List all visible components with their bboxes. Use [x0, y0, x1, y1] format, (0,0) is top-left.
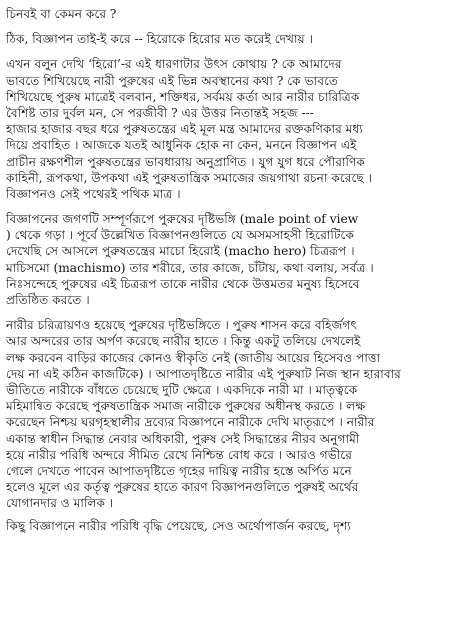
text-line: লক্ষ করবেন বাড়ির কাজের কোনও স্বীকৃতি নেই (জাতীয় আয়ের হিসেবও পাত্তা [6, 350, 381, 365]
text-line: প্রতিষ্ঠিত করতে । [6, 293, 90, 307]
paragraph-3 [6, 56, 452, 202]
text-line: বিজ্ঞাপনও সেই পথেরই পথিক মাত্র । [6, 186, 181, 201]
text-line: চিনবই বা কেমন করে ? [6, 7, 117, 21]
document-page [6, 6, 452, 535]
paragraph-4 [6, 211, 452, 308]
text-line: আর অন্দরের তার অর্পণ করেছে নারীর হাতে । কিন্তু একটু তলিয়ে দেখলেই [6, 334, 361, 349]
text-line: ঠিক, বিজ্ঞাপন তাই-ই করে -- হিরোকে হিরোর মত করেই দেখায় । [6, 32, 313, 47]
text-line: হাজার হাজার বছর ধরে পুরুষতন্ত্রের এই মূল মন্ত্র আমাদের রক্তকণিকার মধ্য [6, 122, 363, 137]
text-line: এখন বলুন দেখি ‘হিরো’-র এই ধারণাটার উৎস কোথায় ? কে আমাদের [6, 57, 342, 72]
text-line: একান্ত স্বাধীন সিদ্ধান্ত নেবার অধিকারী, পুরুষ সেই সিদ্ধান্তের নীরব অনুগামী [6, 431, 360, 446]
text-line: নারীর চরিত্রায়ণও হয়েছে পুরুষের দৃষ্টিভঙ্গিতে । পুরুষ শাসন করে বহির্জগৎ [6, 318, 357, 333]
text-line: নিঃসন্দেহে পুরুষের এই চিত্ররূপ তাকে নারীর থেকে উত্তমতর মনুষ্য হিসেবে [6, 276, 360, 291]
paragraph-5 [6, 317, 452, 511]
text-line: প্রাচীন রক্ষণশীল পুরুষতন্ত্রের ভাবধারায় অনুপ্রাণিত । যুগ যুগ ধরে পৌরাণিক [6, 154, 365, 169]
text-line: দেখেছি সে আসলে পুরুষতন্ত্রের মাচো হিরোই (macho hero) চিত্ররূপ । [6, 244, 355, 259]
paragraph-gap [6, 47, 452, 56]
paragraph-gap [6, 22, 452, 31]
paragraph-6 [6, 518, 452, 534]
text-line: শিখিয়েছে পুরুষ মাত্রেই বলবান, শক্তিধর, সর্বময় কর্তা আর নারীর চারিত্রিক [6, 89, 360, 104]
text-line: দিয়ে প্রবাহিত । আজকে যতই আধুনিক হোক না কেন, মননে বিজ্ঞাপন এই [6, 138, 357, 153]
paragraph-gap [6, 308, 452, 317]
text-line: যোগানদার ও মালিক । [6, 496, 114, 511]
text-line: কাহিনী, রূপকথা, উপকথা এই পুরুষতান্ত্রিক সমাজের জয়গাথা রচনা করেছে । [6, 170, 373, 185]
text-line: ) থেকে গড়া । পূর্বে উল্লেখিত বিজ্ঞাপনগুলিতে যে অসমসাহসী হিরোটিকে [6, 228, 354, 243]
paragraph-2 [6, 31, 452, 47]
text-line: কিছু বিজ্ঞাপনে নারীর পরিধি বৃদ্ধি পেয়েছে, সেও অর্থোপার্জন করছে, দৃশ্য [6, 519, 351, 534]
text-line: মাচিসমো (machismo) তার শরীরে, তার কাজে, চাঁটায়, কথা বলায়, সর্বত্র । [6, 260, 374, 275]
text-line: বৈশিষ্ট তার দুর্বল মন, সে পরজীবী ? এর উত্তর নিতান্তই সহজ --- [6, 105, 314, 120]
text-line: গেলে দেখতে পাবেন আপাতদৃষ্টিতে গৃহের দায়িত্ব নারীর হস্তে অর্পিত মনে [6, 463, 352, 478]
text-line: বিজ্ঞাপনের জগণটি সম্পূর্ণরূপে পুরুষের দৃষ্টিভঙ্গি (male point of view [6, 212, 359, 227]
text-line: ভীতিতে নারীকে বাঁধতে চেয়েছে দুটি ক্ষেত্রে । একদিকে নারী মা । মাতৃত্বকে [6, 382, 358, 397]
paragraph-gap [6, 202, 452, 211]
text-line: হলেও মূলে এর কর্তৃত্ব পুরুষের হাতে কারণ বিজ্ঞাপনগুলিতে পুরুষই অর্থের [6, 480, 359, 495]
text-line: ভাবতে শিখিয়েছে নারী পুরুষের এই ভিন্ন অবস্থানের কথা ? কে ভাবতে [6, 73, 339, 88]
text-line: মহিমান্বিত করেছে পুরুষতান্ত্রিক সমাজ নারীকে পুরুষের অধীনস্থ করতে । লক্ষ [6, 399, 366, 414]
paragraph-1 [6, 6, 452, 22]
text-line: হয়ে নারীর পরিধি অন্দরে সীমিত রেখে নিশ্চিন্ত বোধ করে । আরও গভীরে [6, 447, 352, 462]
text-line: দেয় না এই কঠিন কাজটিকে) । আপাতদৃষ্টিতে নারীর এই পুরুষাট নিজ স্থান হারাবার [6, 366, 401, 381]
text-line: করেছেন নিশ্চয় ঘরগৃহস্থালীর দ্রব্যের বিজ্ঞাপনে নারীকে দেখি মাতৃরূপে । নারীর [6, 415, 375, 430]
paragraph-gap [6, 511, 452, 518]
